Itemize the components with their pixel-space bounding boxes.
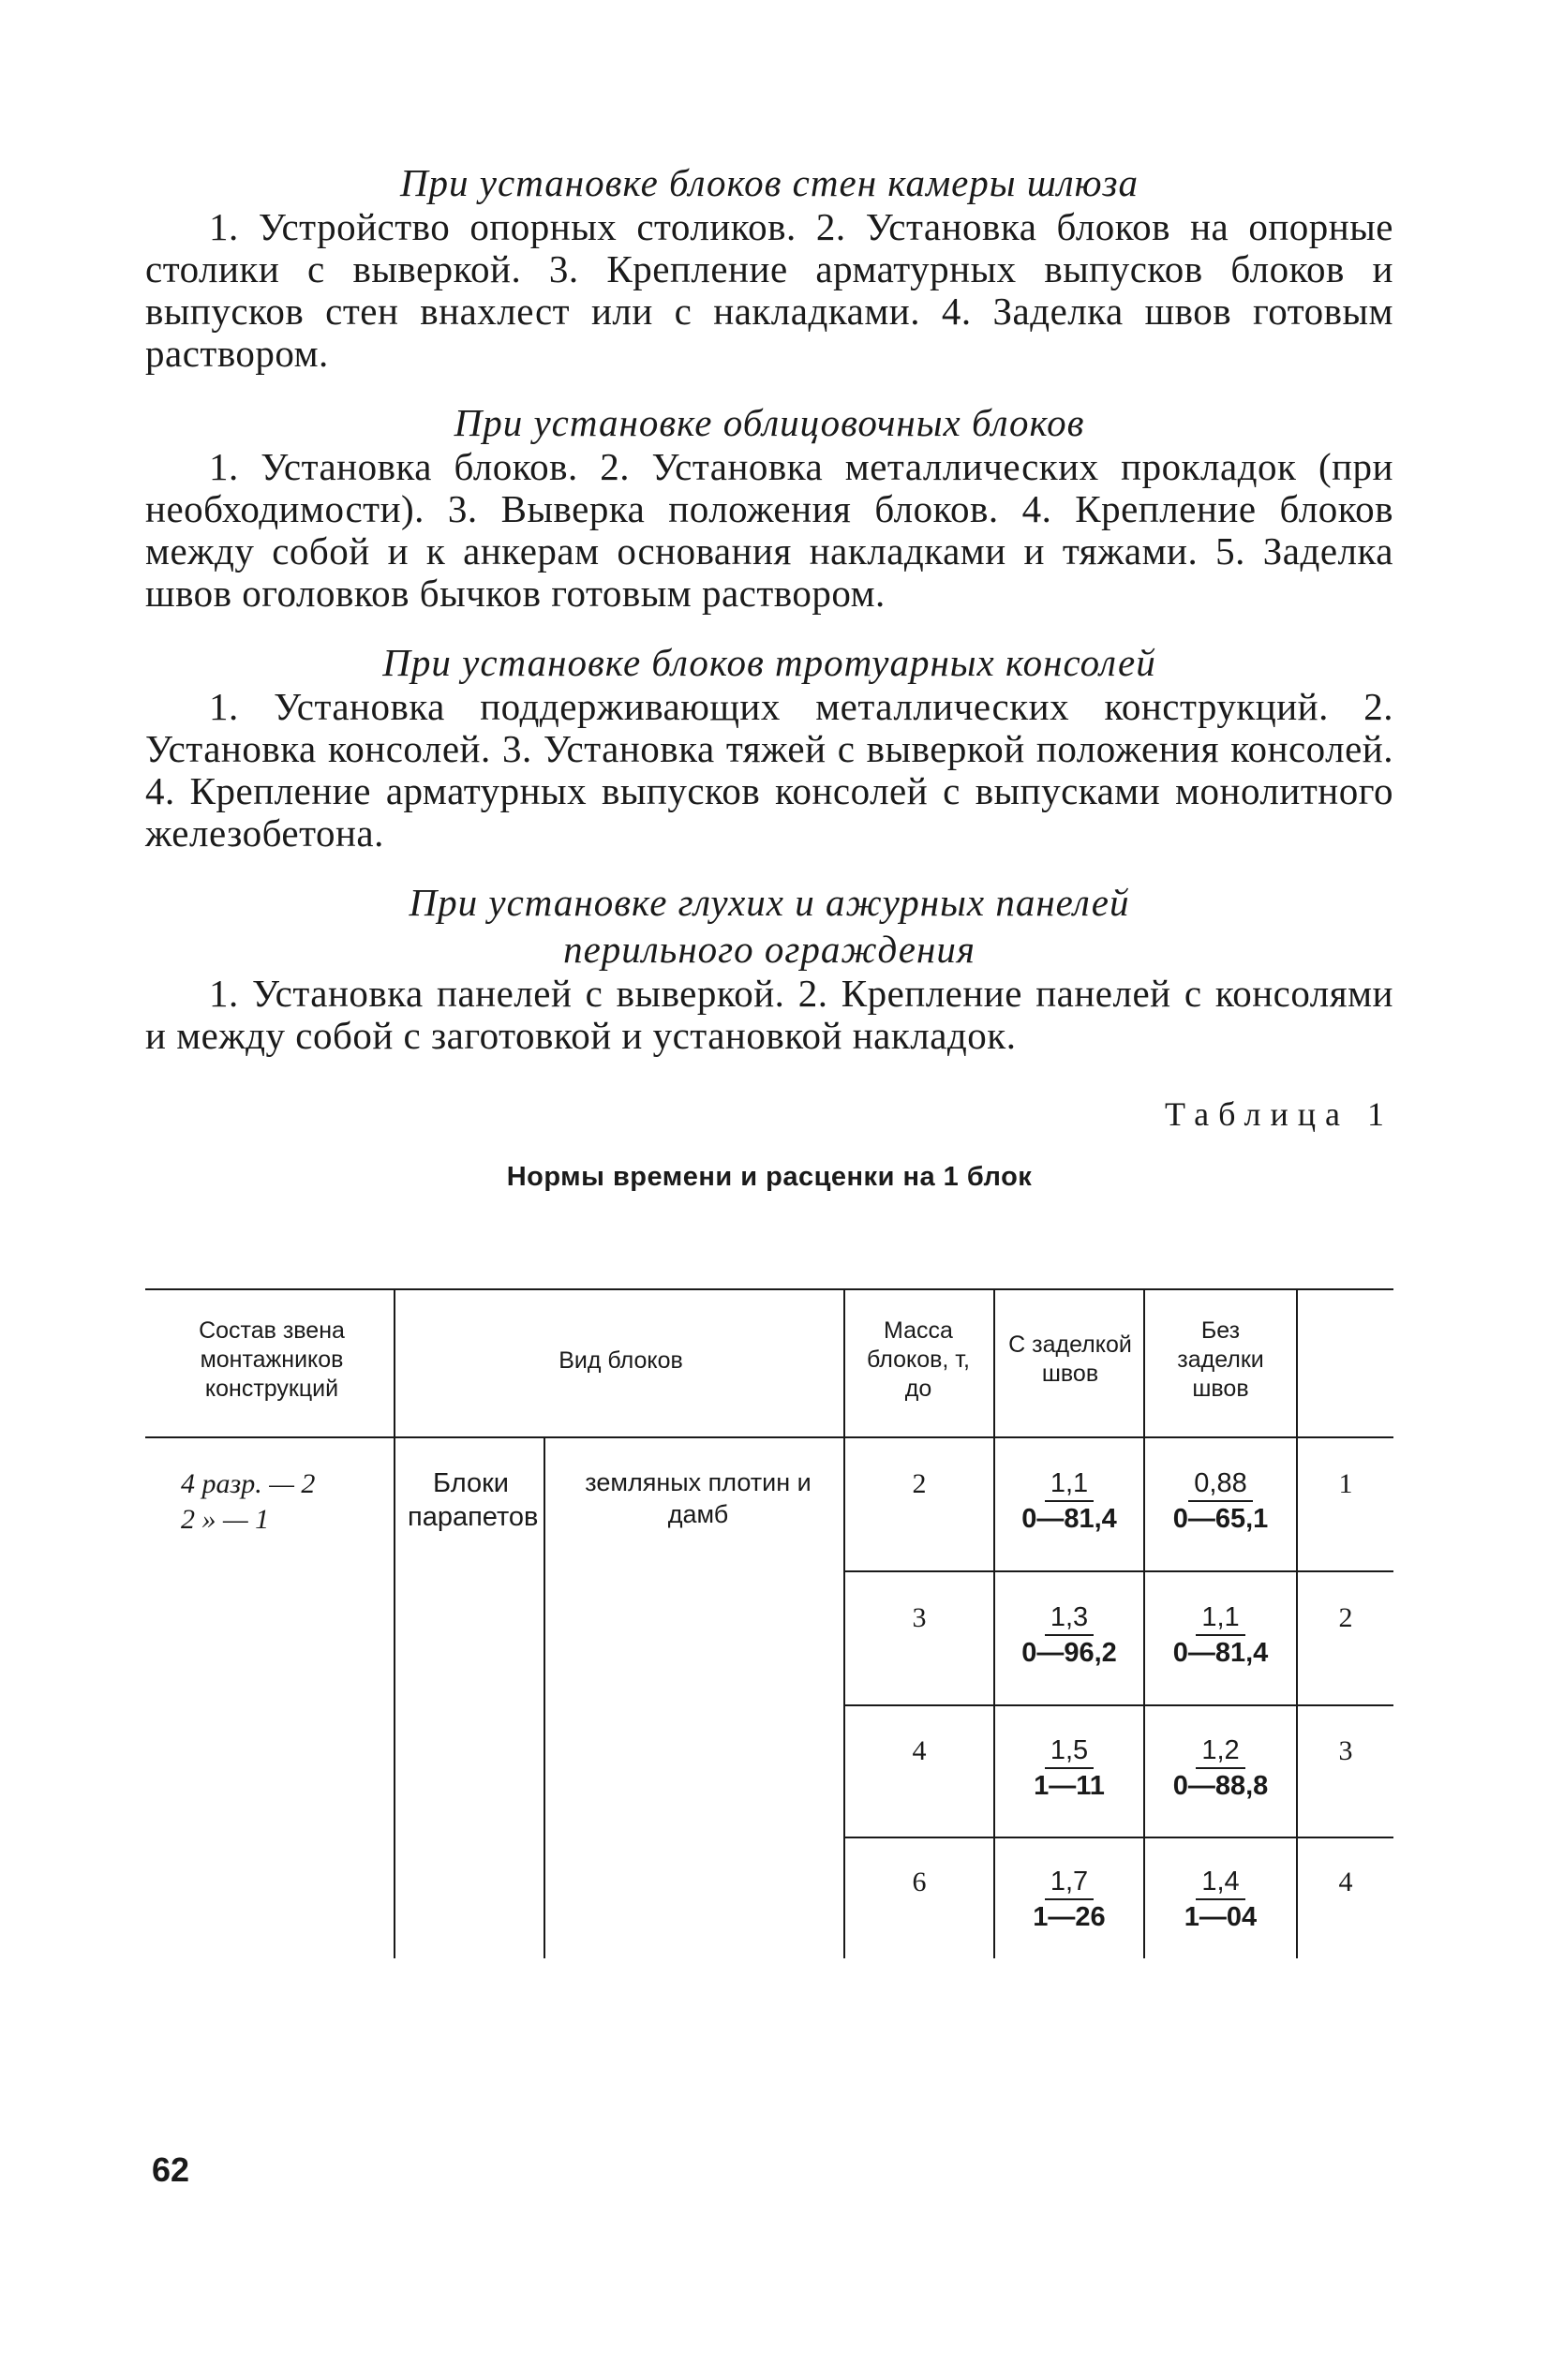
row-rule [843, 1570, 1393, 1572]
time-norm: 1,1 [1045, 1466, 1094, 1502]
time-norm: 1,5 [1045, 1733, 1094, 1769]
row-number: 3 [1338, 1735, 1353, 1766]
price: 0—81,4 [1172, 1638, 1269, 1668]
price: 1—11 [1034, 1771, 1105, 1801]
header-crew: Состав звена монтажников конструкций [199, 1317, 345, 1402]
norm-without-seal [1145, 1600, 1296, 1670]
section-text: 1. Установка панелей с выверкой. 2. Крепление панелей с консолями и между собой с заготовкой и установкой накладок. [145, 972, 1393, 1057]
column-rule [544, 1436, 545, 1958]
header-kind: Вид блоков [559, 1347, 683, 1374]
time-norm: 1,3 [1045, 1600, 1094, 1636]
table-title: Нормы времени и расценки на 1 блок [506, 1162, 1033, 1192]
section-text: 1. Установка поддерживающих металлических конструкций. 2. Установка консолей. 3. Установка тяжей с выверкой положения консолей. 4. Крепление арматурных выпусков консолей с выпусками монолитного железобетона. [145, 685, 1393, 855]
price: 1—26 [1033, 1902, 1106, 1932]
block-purpose: земляных плотин и дамб [585, 1468, 812, 1528]
norm-with-seal [995, 1600, 1143, 1670]
row-rule [843, 1704, 1393, 1706]
time-norm: 1,7 [1045, 1865, 1094, 1900]
mass-value: 4 [912, 1735, 927, 1766]
row-number: 4 [1338, 1867, 1353, 1897]
norm-with-seal [995, 1466, 1143, 1536]
row-number: 1 [1338, 1468, 1353, 1499]
time-norm: 0,88 [1188, 1466, 1252, 1502]
page-number: 62 [152, 2150, 190, 2189]
norm-with-seal [995, 1733, 1143, 1803]
norm-without-seal [1145, 1466, 1296, 1536]
crew-line: 4 разр. — 2 [181, 1468, 316, 1499]
price: 0—88,8 [1172, 1771, 1269, 1801]
section-text: 1. Установка блоков. 2. Установка металлических прокладок (при необходимости). 3. Выверка положения блоков. 4. Крепление блоков между собой и к анкерам основания накладками и тяжами. 5. Заделка швов оголовков бычков готовым раствором. [145, 445, 1393, 615]
crew-line: 2 » — 1 [181, 1504, 270, 1535]
norm-without-seal [1145, 1733, 1296, 1803]
time-norm: 1,4 [1196, 1865, 1244, 1900]
header-mass: Масса блоков, т, до [867, 1317, 970, 1402]
mass-value: 3 [912, 1602, 927, 1633]
row-rule [843, 1837, 1393, 1838]
section-heading: При установке облицовочных блоков [454, 401, 1085, 444]
header-bottom-rule [145, 1436, 1393, 1438]
section-heading: При установке глухих и ажурных панелей перильного ограждения [409, 881, 1130, 971]
table-top-rule [145, 1288, 1393, 1290]
header-with-seal: С заделкой швов [1008, 1331, 1132, 1387]
price: 0—81,4 [1021, 1504, 1117, 1534]
price: 0—96,2 [1021, 1638, 1117, 1668]
table-label: Таблица 1 [1165, 1095, 1393, 1133]
time-norm: 1,1 [1196, 1600, 1244, 1636]
norms-table [145, 1288, 1393, 1958]
column-rule [394, 1288, 395, 1958]
section-text: 1. Устройство опорных столиков. 2. Установка блоков на опорные столики с выверкой. 3. Крепление арматурных выпусков блоков и выпусков стен внахлест или с накладками. 4. Заделка швов готовым раствором. [145, 205, 1393, 375]
row-number: 2 [1338, 1602, 1353, 1633]
norm-without-seal [1145, 1865, 1296, 1934]
mass-value: 6 [912, 1867, 927, 1897]
block-type: Блоки парапетов [408, 1468, 539, 1532]
time-norm: 1,2 [1196, 1733, 1244, 1769]
header-without-seal: Без заделки швов [1177, 1317, 1264, 1402]
section-heading: При установке блоков стен камеры шлюза [399, 161, 1139, 204]
price: 1—04 [1184, 1902, 1258, 1932]
section-heading: При установке блоков тротуарных консолей [382, 641, 1156, 684]
price: 0—65,1 [1172, 1504, 1269, 1534]
page-body [145, 159, 1393, 1193]
norm-with-seal [995, 1865, 1143, 1934]
mass-value: 2 [912, 1468, 927, 1499]
